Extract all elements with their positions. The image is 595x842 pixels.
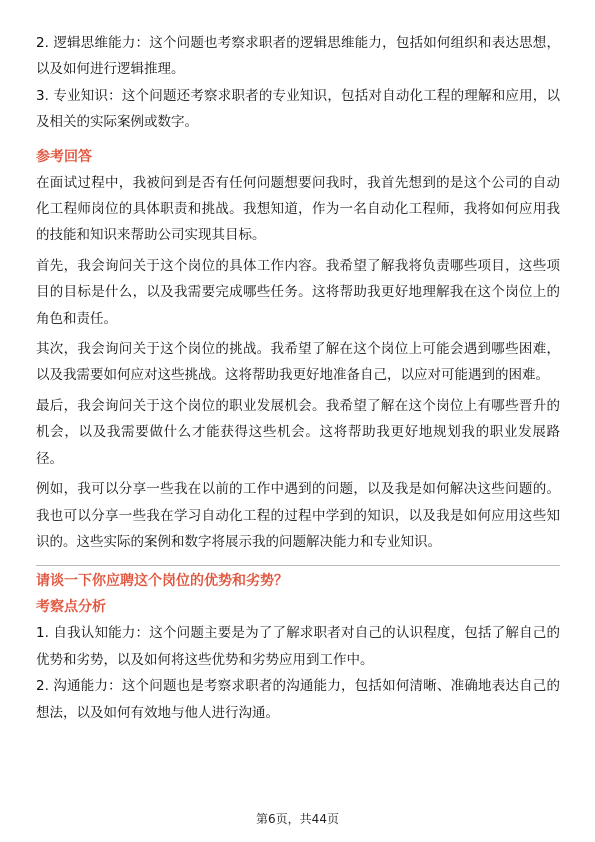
analysis-item-communication: 2. 沟通能力：这个问题也是考察求职者的沟通能力，包括如何清晰、准确地表达自己的想法，以及如何有效地与他人进行沟通。 bbox=[36, 678, 560, 721]
answer-paragraph-second: 其次，我会询问关于这个岗位的挑战。我希望了解在这个岗位上可能会遇到哪些困难，以及我需要如何应对这些挑战。这将帮助我更好地准备自己，以应对可能遇到的困难。 bbox=[36, 341, 560, 384]
criteria-item-logic: 2. 逻辑思维能力：这个问题也考察求职者的逻辑思维能力，包括如何组织和表达思想，以及如何进行逻辑推理。 bbox=[36, 35, 560, 78]
analysis-item-self-awareness: 1. 自我认知能力：这个问题主要是为了了解求职者对自己的认识程度，包括了解自己的优势和劣势，以及如何将这些优势和劣势应用到工作中。 bbox=[36, 625, 560, 668]
answer-paragraph-intro: 在面试过程中，我被问到是否有任何问题想要问我时，我首先想到的是这个公司的自动化工程师岗位的具体职责和挑战。我想知道，作为一名自动化工程师，我将如何应用我的技能和知识来帮助公司实现其目标。 bbox=[36, 174, 560, 244]
answer-paragraph-example: 例如，我可以分享一些我在以前的工作中遇到的问题，以及我是如何解决这些问题的。我也可以分享一些我在学习自动化工程的过程中学到的知识，以及我是如何应用这些知识的。这些实际的案例和数字将展示我的问题解决能力和专业知识。 bbox=[36, 481, 560, 550]
document-page bbox=[36, 30, 560, 726]
question-title: 请谈一下你应聘这个岗位的优势和劣势？ bbox=[36, 573, 288, 590]
page-number-footer: 第6页，共44页 bbox=[256, 812, 339, 826]
analysis-heading: 考察点分析 bbox=[36, 599, 106, 616]
reference-answer-heading: 参考回答 bbox=[36, 148, 92, 165]
criteria-item-expertise: 3. 专业知识：这个问题还考察求职者的专业知识，包括对自动化工程的理解和应用，以及相关的实际案例或数字。 bbox=[36, 87, 560, 131]
answer-paragraph-first: 首先，我会询问关于这个岗位的具体工作内容。我希望了解我将负责哪些项目，这些项目的目标是什么，以及我需要完成哪些任务。这将帮助我更好地理解我在这个岗位上的角色和责任。 bbox=[36, 257, 560, 327]
section-divider bbox=[36, 565, 560, 566]
answer-paragraph-last: 最后，我会询问关于这个岗位的职业发展机会。我希望了解在这个岗位上有哪些晋升的机会，以及我需要做什么才能获得这些机会。这将帮助我更好地规划我的职业发展路径。 bbox=[36, 397, 560, 467]
